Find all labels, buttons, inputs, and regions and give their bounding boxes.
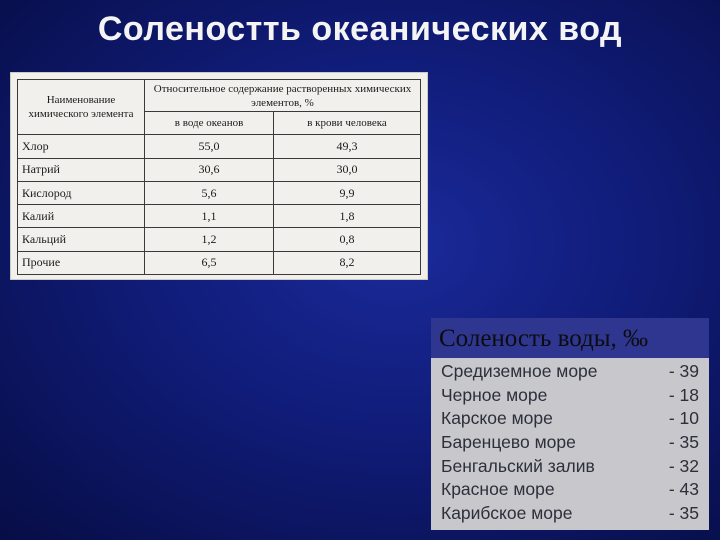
list-item — [431, 455, 709, 479]
sea-name: Средиземное море — [441, 361, 598, 381]
element-name: Кальций — [18, 228, 145, 251]
chemical-composition-table-image — [10, 72, 428, 280]
sea-salinity: - 10 — [668, 408, 699, 429]
header-content: Относительное содержание растворенных химических элементов, % — [145, 80, 421, 112]
list-item — [431, 431, 709, 455]
sea-salinity: - 35 — [668, 432, 699, 453]
sea-name: Черное море — [441, 384, 548, 405]
element-name: Натрий — [18, 158, 145, 181]
sea-name: Баренцево море — [441, 432, 576, 453]
table-row — [18, 181, 421, 204]
ocean-value: 30,6 — [145, 158, 274, 181]
ocean-value: 6,5 — [145, 251, 274, 274]
table-row — [18, 158, 421, 181]
blood-value: 30,0 — [274, 158, 421, 181]
ocean-value: 55,0 — [145, 135, 274, 158]
table-row — [18, 251, 421, 274]
header-ocean: в воде океанов — [145, 112, 274, 135]
salinity-title: Соленость воды, ‰ — [431, 318, 709, 358]
element-name: Хлор — [18, 135, 145, 158]
table-row — [18, 205, 421, 228]
blood-value: 0,8 — [274, 228, 421, 251]
blood-value: 9,9 — [274, 181, 421, 204]
sea-salinity: - 43 — [668, 479, 699, 500]
sea-salinity: - 18 — [668, 384, 699, 405]
sea-name: Карибское море — [441, 503, 573, 524]
blood-value: 1,8 — [274, 205, 421, 228]
header-element: Наименование химического элемента — [18, 80, 145, 135]
blood-value: 8,2 — [274, 251, 421, 274]
list-item — [431, 407, 709, 431]
ocean-value: 1,1 — [145, 205, 274, 228]
header-blood: в крови человека — [274, 112, 421, 135]
list-item — [431, 502, 709, 526]
list-item — [431, 384, 709, 408]
table-row — [18, 228, 421, 251]
slide-title: Соленостть океанических вод — [97, 10, 623, 48]
sea-name: Красное море — [441, 479, 555, 500]
list-item — [431, 478, 709, 502]
element-name: Кислород — [18, 181, 145, 204]
element-name: Прочие — [18, 251, 145, 274]
blood-value: 49,3 — [274, 135, 421, 158]
list-item — [431, 360, 709, 384]
salinity-panel — [431, 318, 709, 530]
ocean-value: 1,2 — [145, 228, 274, 251]
sea-name: Карское море — [441, 408, 553, 429]
element-name: Калий — [18, 205, 145, 228]
chemical-composition-table — [17, 79, 421, 275]
salinity-list — [431, 358, 709, 526]
ocean-value: 5,6 — [145, 181, 274, 204]
table-row — [18, 135, 421, 158]
sea-salinity: - 35 — [668, 503, 699, 524]
sea-name: Бенгальский залив — [441, 455, 595, 476]
sea-salinity: - 39 — [668, 361, 699, 381]
sea-salinity: - 32 — [668, 455, 699, 476]
